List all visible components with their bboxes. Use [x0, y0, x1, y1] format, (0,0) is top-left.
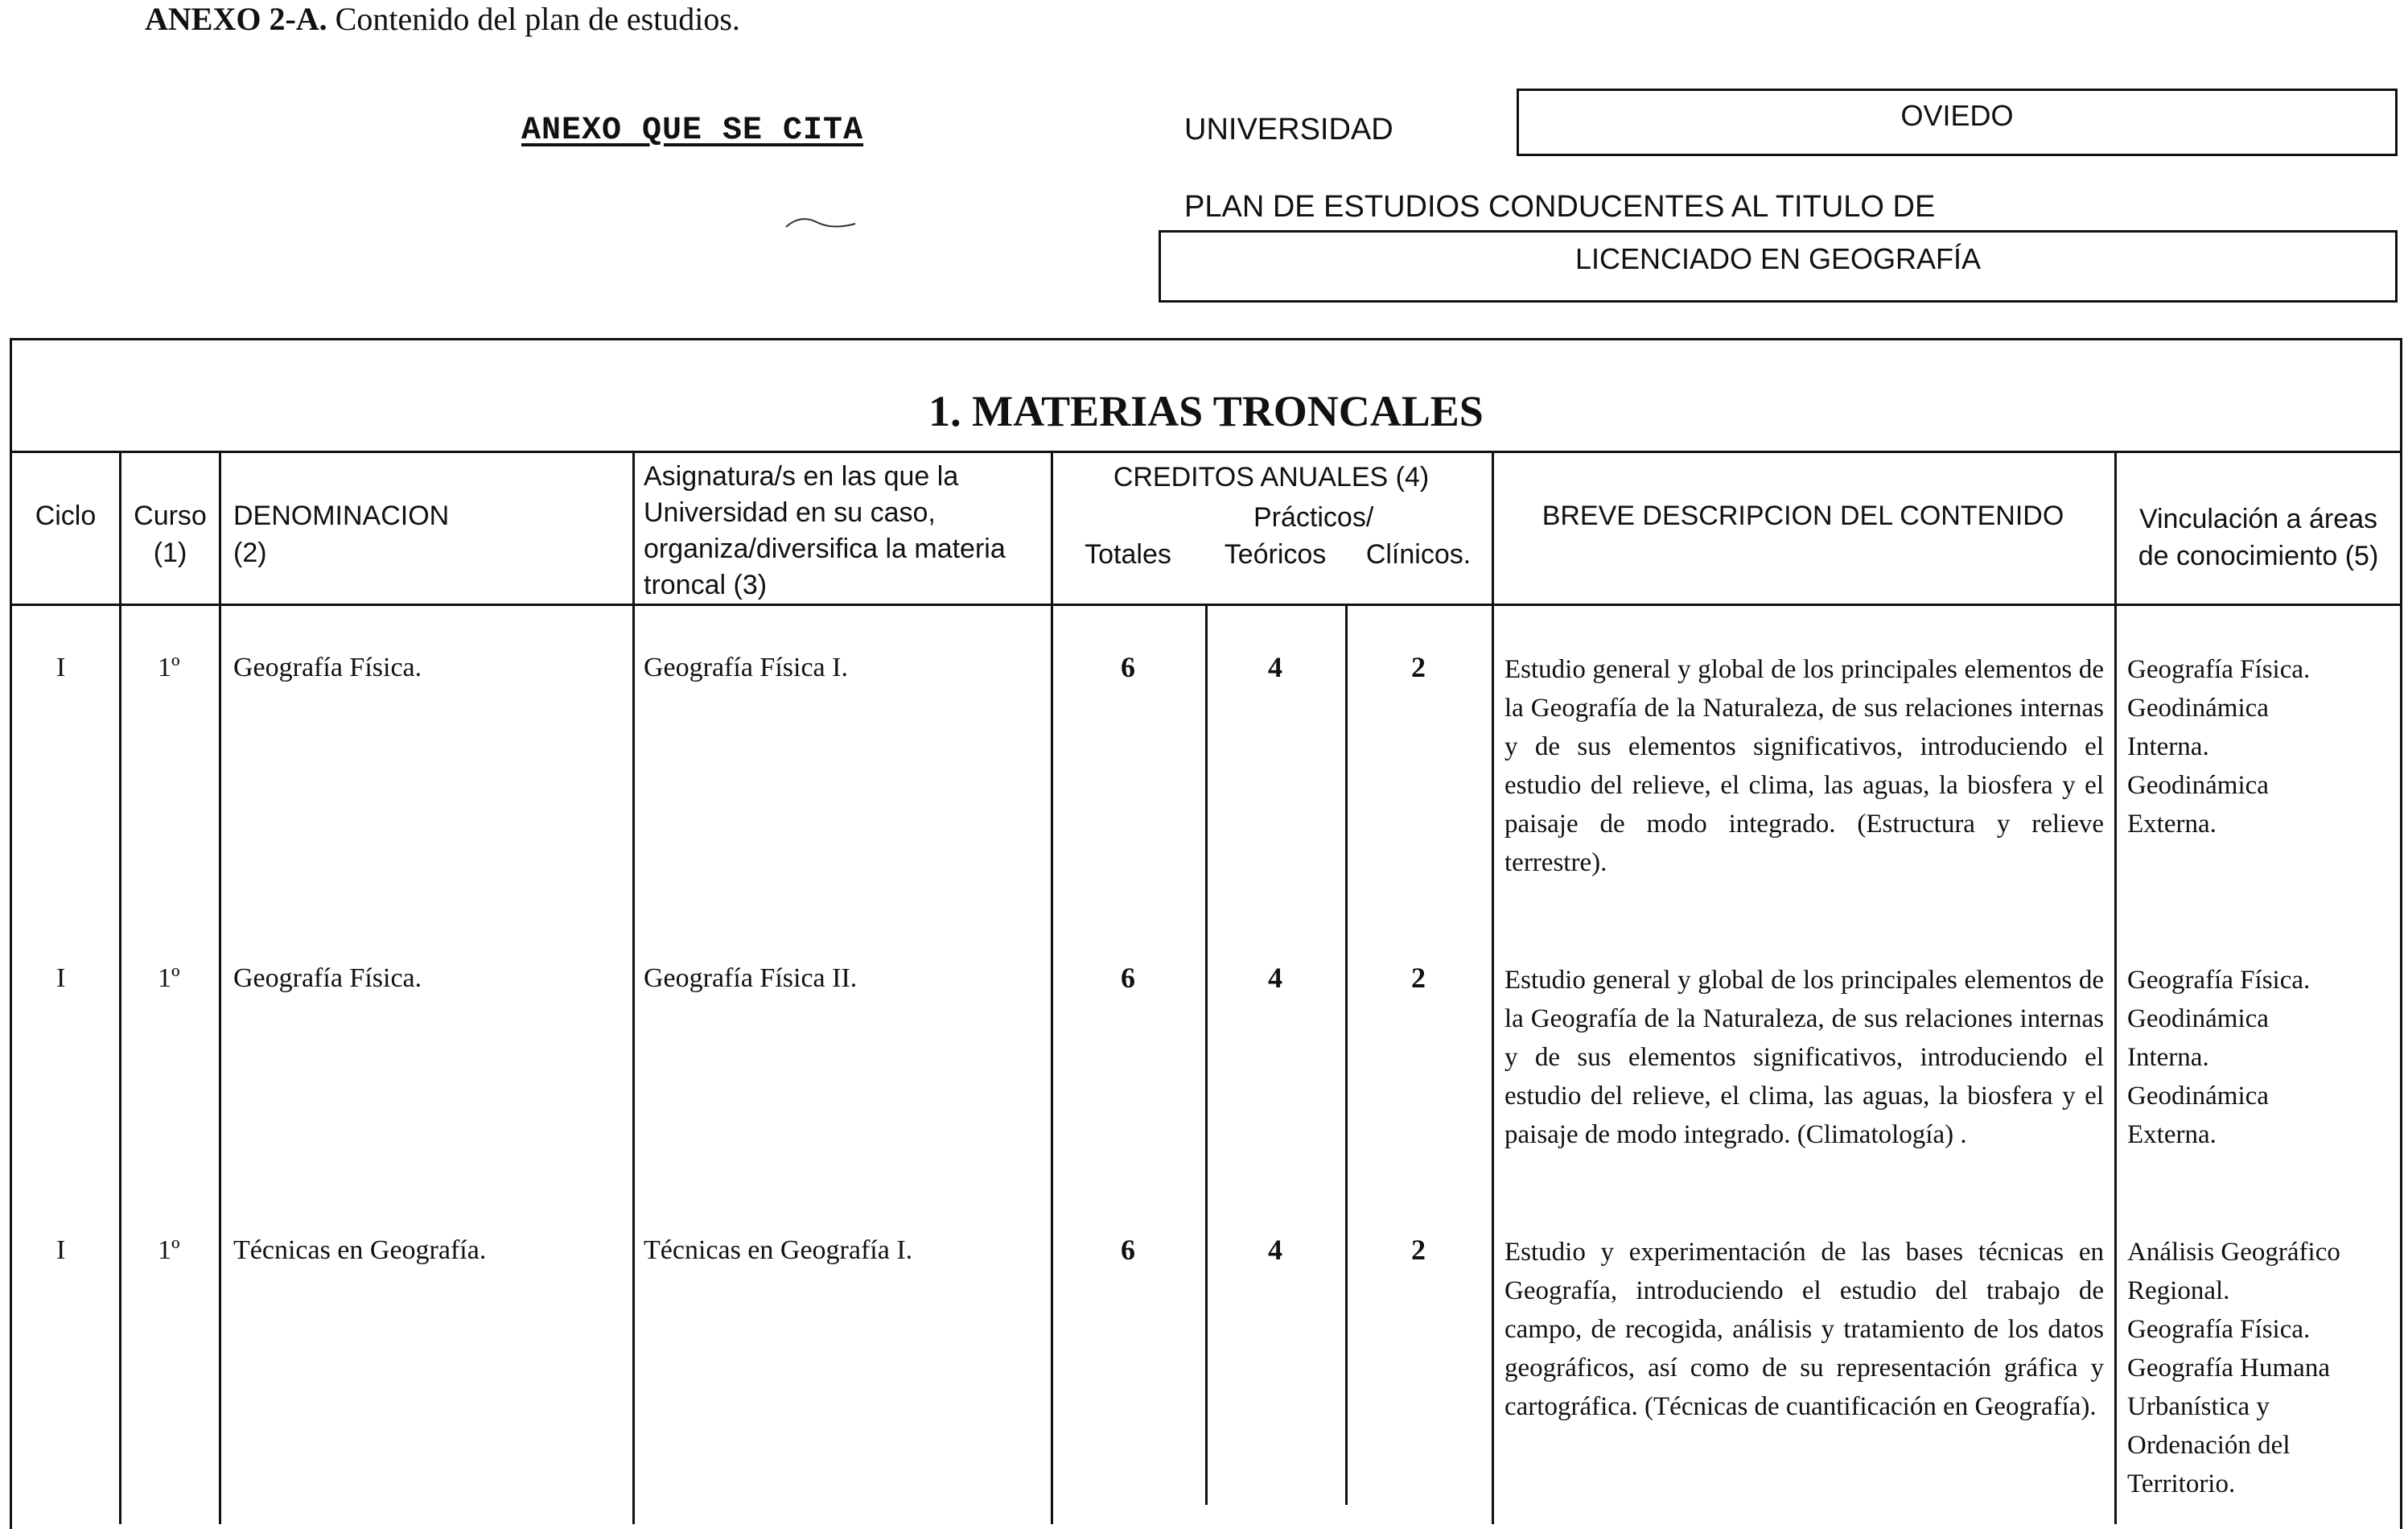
- annex-description: Contenido del plan de estudios.: [327, 1, 740, 37]
- header-asignatura-line2: Universidad en su caso,: [644, 497, 936, 528]
- col-divider-ciclo: [119, 451, 121, 1524]
- row1-area-item: Geografía Física.: [2127, 655, 2311, 684]
- header-asignatura-line1: Asignatura/s en las que la: [644, 461, 959, 492]
- row2-areas: [2127, 961, 2401, 1154]
- row2-area-item: Geodinámica: [2127, 1082, 2269, 1111]
- row3-practicos: 2: [1411, 1234, 1426, 1266]
- row3-area-item: Geografía Física.: [2127, 1315, 2311, 1344]
- row3-curso: 1º: [158, 1235, 180, 1265]
- row2-curso: 1º: [158, 963, 180, 993]
- row2-ciclo: I: [56, 963, 66, 993]
- university-value: OVIEDO: [1900, 99, 2014, 132]
- row2-area-item: Externa.: [2127, 1120, 2217, 1149]
- row2-descripcion: Estudio general y global de los principales elementos de la Geografía de la Naturaleza, de sus relaciones internas y de sus elementos significativos, introduciendo el estudio del relieve, el clima, las aguas, la biosfera y el paisaje de modo integrado. (Climatología) .: [1504, 966, 2104, 1149]
- plan-label: PLAN DE ESTUDIOS CONDUCENTES AL TITULO DE: [1184, 190, 1936, 224]
- header-vinculacion: [2114, 501, 2402, 575]
- col-divider-creditos: [1492, 451, 1494, 1524]
- annex-cited-label: ANEXO QUE SE CITA: [521, 113, 864, 149]
- university-field: [1517, 89, 2398, 156]
- row1-area-item: Externa.: [2127, 810, 2217, 839]
- header-practicos-teoricos: [1205, 499, 1374, 573]
- row3-denominacion: Técnicas en Geografía.: [233, 1235, 487, 1265]
- header-asignatura: [644, 459, 1046, 604]
- header-practicos-label: Prácticos/: [1253, 502, 1374, 533]
- row2-teoricos: 4: [1268, 962, 1282, 994]
- header-denominacion-note: (2): [233, 538, 267, 568]
- university-label: UNIVERSIDAD: [1184, 113, 1393, 146]
- row3-areas: [2127, 1233, 2401, 1503]
- annex-heading: [145, 0, 740, 38]
- header-ciclo-label: Ciclo: [35, 501, 97, 531]
- row1-ciclo: I: [56, 653, 66, 682]
- header-curso-label: Curso: [134, 501, 207, 531]
- header-curso: [121, 497, 219, 571]
- row3-area-item: Regional.: [2127, 1276, 2230, 1305]
- row1-areas: [2127, 650, 2401, 843]
- header-ciclo: [12, 497, 119, 534]
- row3-area-item: Ordenación del: [2127, 1431, 2291, 1460]
- row2-denominacion: Geografía Física.: [233, 963, 422, 993]
- col-divider-curso: [219, 451, 221, 1524]
- annex-label: ANEXO 2-A.: [145, 1, 327, 37]
- header-asignatura-line4: troncal (3): [644, 570, 768, 600]
- row3-area-item: Territorio.: [2127, 1469, 2236, 1498]
- header-clinicos: [1345, 536, 1492, 573]
- header-top-rule: [10, 451, 2402, 453]
- header-totales: [1051, 536, 1205, 573]
- row1-area-item: Interna.: [2127, 732, 2209, 761]
- header-descripcion: [1492, 497, 2114, 534]
- header-curso-note: (1): [153, 538, 187, 568]
- header-creditos: [1051, 459, 1492, 496]
- row1-denominacion: Geografía Física.: [233, 653, 422, 682]
- row1-descripcion: Estudio general y global de los principales elementos de la Geografía de la Naturaleza, de sus relaciones internas y de sus elementos significativos, introduciendo el estudio del relieve, el clima, las aguas, la biosfera y el paisaje de modo integrado. (Estructura y relieve terrestre).: [1504, 655, 2104, 877]
- header-denominacion: [233, 497, 628, 571]
- row2-area-item: Geodinámica: [2127, 1004, 2269, 1033]
- row3-area-item: Geografía Humana: [2127, 1354, 2330, 1383]
- col-divider-descripcion: [2114, 451, 2117, 1524]
- row2-area-item: Geografía Física.: [2127, 966, 2311, 995]
- row2-area-item: Interna.: [2127, 1043, 2209, 1072]
- header-vinculacion-line2: de conocimiento (5): [2138, 541, 2379, 571]
- col-divider-totales: [1205, 604, 1208, 1505]
- row1-area-item: Geodinámica: [2127, 694, 2269, 723]
- header-creditos-label: CREDITOS ANUALES (4): [1113, 462, 1430, 492]
- header-descripcion-label: BREVE DESCRIPCION DEL CONTENIDO: [1542, 501, 2064, 531]
- section-title: 1. MATERIAS TRONCALES: [928, 387, 1484, 435]
- row2-practicos: 2: [1411, 962, 1426, 994]
- row1-asignatura: Geografía Física I.: [644, 653, 848, 682]
- row3-teoricos: 4: [1268, 1234, 1282, 1266]
- row1-area-item: Geodinámica: [2127, 771, 2269, 800]
- row2-asignatura: Geografía Física II.: [644, 963, 858, 993]
- header-totales-label: Totales: [1085, 539, 1171, 570]
- row2-totales: 6: [1121, 962, 1135, 994]
- row1-totales: 6: [1121, 651, 1135, 683]
- header-clinicos-label: Clínicos.: [1365, 539, 1472, 570]
- row3-totales: 6: [1121, 1234, 1135, 1266]
- row1-teoricos: 4: [1268, 651, 1282, 683]
- row3-ciclo: I: [56, 1235, 66, 1265]
- header-vinculacion-line1: Vinculación a áreas: [2138, 504, 2378, 534]
- col-divider-denominacion: [632, 451, 635, 1524]
- header-denominacion-label: DENOMINACION: [233, 501, 450, 531]
- row3-descripcion: Estudio y experimentación de las bases técnicas en Geografía, introduciendo el estudio del trabajo de campo, de recogida, análisis y tratamiento de los datos geográficos, así como de su representación gráfica y cartográfica. (Técnicas de cuantificación en Geografía).: [1504, 1238, 2104, 1421]
- header-asignatura-line3: organiza/diversifica la materia: [644, 534, 1006, 564]
- degree-title-value: LICENCIADO EN GEOGRAFÍA: [1574, 242, 1982, 275]
- squiggle-mark: [784, 211, 857, 235]
- row1-curso: 1º: [158, 653, 180, 682]
- row3-area-item: Análisis Geográfico: [2127, 1238, 2340, 1267]
- degree-title-field: [1159, 230, 2398, 303]
- row3-asignatura: Técnicas en Geografía I.: [644, 1235, 913, 1265]
- col-divider-teoricos: [1345, 604, 1348, 1505]
- header-teoricos-label: Teóricos: [1224, 539, 1327, 570]
- row1-practicos: 2: [1411, 651, 1426, 683]
- row3-area-item: Urbanística y: [2127, 1392, 2270, 1421]
